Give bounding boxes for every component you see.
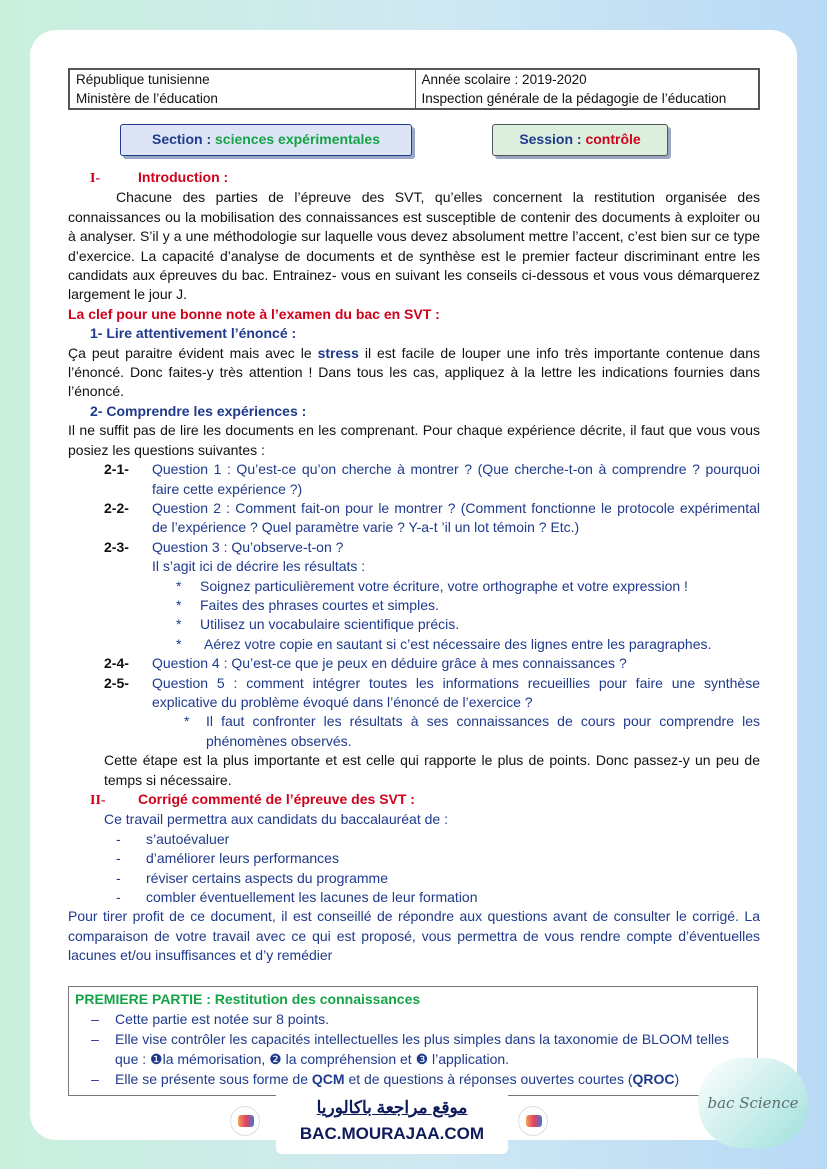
stress-word: stress	[317, 344, 359, 361]
header-table	[68, 68, 760, 110]
bullet-text: Aérez votre copie en sautant si c’est nécessaire des lignes entre les paragraphes.	[204, 635, 712, 652]
bullet-item	[176, 615, 760, 634]
question-item	[68, 674, 760, 713]
box-text-a: Elle se présente sous forme de	[115, 1070, 312, 1087]
section2-heading: 2- Comprendre les expériences :	[90, 402, 307, 419]
section1-text-a: Ça peut paraitre évident mais avec le	[68, 344, 318, 361]
question-number: 2-5-	[104, 674, 129, 691]
box-row	[75, 1069, 751, 1089]
dash-item	[116, 849, 760, 868]
dash-text: combler éventuellement les lacunes de leur formation	[146, 889, 478, 906]
header-right-cell	[415, 69, 759, 109]
question-item	[68, 460, 760, 499]
question-number: 2-3-	[104, 538, 129, 555]
question-item	[68, 654, 760, 673]
part2-title: Corrigé commenté de l’épreuve des SVT :	[138, 791, 415, 807]
star-marker: *	[184, 713, 190, 730]
bullet-item	[176, 635, 760, 654]
dash-marker: -	[116, 850, 121, 867]
question-text: Question 4 : Qu’est-ce que je peux en déduire grâce à mes connaissances ?	[152, 655, 627, 672]
dash-item	[116, 888, 760, 907]
intro-paragraph: Chacune des parties de l’épreuve des SVT, qu’elles concernent la restitution organisée des connaissances ou la mobilisation des connaissances est susceptible de contenir des documents à exploiter ou à analyser. S’il y a une méthodologie sur laquelle vous devez absolument mettre l’accent, c’est bien sur ce type d’exercice. La capacité d’analyse de documents et de synthèse est le premier facteur discriminant entre les candidats aux épreuves du bac. Entrainez- vous en suivant les conseils ci-dessous et vous vous démarquerez largement le jour J.	[68, 189, 760, 303]
question-text: Question 2 : Comment fait-on pour le montrer ? (Comment fonctionne le protocole expérimental de l’expérience ? Quel paramètre varie ? Y-a-t ’il un lot témoin ? Etc.)	[152, 499, 760, 536]
step-paragraph: Cette étape est la plus importante et est celle qui rapporte le plus de points. Donc passez-y un peu de temps si nécessaire.	[104, 752, 760, 788]
box-dash: –	[91, 1010, 99, 1027]
intro-title: Introduction :	[138, 169, 229, 185]
part2-heading	[90, 790, 760, 810]
dash-text: s’autoévaluer	[146, 830, 230, 847]
closing-paragraph: Pour tirer profit de ce document, il est conseillé de répondre aux questions avant de consulter le corrigé. La comparaison de votre travail avec ce qui est proposé, vous permettra de vous rendre compte d’éventuelles lacunes et/ou insuffisances et d’y remédier	[68, 908, 760, 964]
question-text: Question 3 : Qu’observe-t-on ?	[152, 538, 344, 555]
qroc-word: QROC	[632, 1070, 675, 1087]
key-title: La clef pour une bonne note à l’examen du bac en SVT :	[68, 305, 440, 322]
bullet-text: Il faut confronter les résultats à ses connaissances de cours pour comprendre les phénomènes observés.	[206, 713, 760, 749]
question-item	[68, 499, 760, 538]
bullet-item	[184, 712, 760, 751]
bullet-text: Soignez particulièrement votre écriture, votre orthographe et votre expression !	[200, 577, 688, 594]
question-number: 2-4-	[104, 655, 129, 672]
dash-item	[116, 869, 760, 888]
session-value: contrôle	[585, 131, 641, 147]
star-marker: *	[176, 616, 182, 633]
section-value: sciences expérimentales	[215, 131, 380, 147]
header-inspection: Inspection générale de la pédagogie de l’éducation	[421, 91, 727, 106]
site-url[interactable]: BAC.MOURAJAA.COM	[299, 1124, 485, 1143]
site-logo-icon	[518, 1106, 548, 1136]
dash-text: réviser certains aspects du programme	[146, 869, 388, 886]
header-country: République tunisienne	[76, 72, 210, 87]
question-number: 2-1-	[104, 461, 129, 478]
question-item	[68, 538, 760, 557]
section1-paragraph	[68, 344, 760, 402]
dash-marker: -	[116, 889, 121, 906]
document-content	[68, 68, 760, 1096]
document-page	[30, 30, 797, 1140]
box-text: Elle vise contrôler les capacités intellectuelles les plus simples dans la taxonomie de BLOOM telles que : ❶la mémorisation, ❷ la compréhension et ❸ l’application.	[115, 1030, 729, 1067]
section-label: Section :	[151, 131, 212, 147]
box-text-c: et de questions à réponses ouvertes courtes (	[344, 1070, 633, 1087]
dash-marker: -	[116, 869, 121, 886]
bac-science-logo: bac Science	[698, 1058, 808, 1148]
section2-paragraph: Il ne suffit pas de lire les documents en les comprenant. Pour chaque expérience décrite, il faut que vous vous posiez les questions suivantes :	[68, 422, 760, 458]
header-ministry: Ministère de l’éducation	[76, 91, 218, 106]
bullet-text: Faites des phrases courtes et simples.	[200, 596, 439, 613]
question-number: 2-2-	[104, 499, 129, 516]
qcm-word: QCM	[311, 1070, 345, 1087]
session-badge	[492, 124, 668, 156]
star-marker: *	[176, 635, 182, 652]
section1-heading: 1- Lire attentivement l’énoncé :	[90, 325, 297, 342]
intro-number: I-	[90, 171, 101, 186]
first-part-box	[68, 986, 758, 1096]
box-row	[75, 1029, 751, 1069]
site-arabic-name: موقع مراجعة باكالوريا	[316, 1098, 468, 1117]
site-logo-icon	[230, 1106, 260, 1136]
dash-item	[116, 830, 760, 849]
section1-text-b: il est facile de louper une info très importante contenue dans l’énoncé. Donc faites-y très attention ! Dans tous les cas, appliquez à la lettre les indications fournies dans l’énoncé.	[68, 344, 760, 400]
bullet-text: Utilisez un vocabulaire scientifique précis.	[200, 616, 460, 633]
section-badge	[120, 124, 412, 156]
header-year: Année scolaire : 2019-2020	[421, 72, 587, 87]
bullet-item	[176, 596, 760, 615]
bullet-item	[176, 577, 760, 596]
question-text: Question 5 : comment intégrer toutes les informations recueillies pour faire une synthèse explicative du problème évoqué dans l’énoncé de l’exercice ?	[152, 674, 760, 710]
box-text-e: )	[674, 1070, 680, 1087]
session-label: Session :	[519, 131, 582, 147]
dash-text: d’améliorer leurs performances	[146, 850, 339, 867]
dash-marker: -	[116, 830, 121, 847]
header-left-cell	[69, 69, 415, 109]
star-marker: *	[176, 596, 182, 613]
box-dash: –	[91, 1070, 99, 1087]
part2-number: II-	[90, 793, 106, 808]
box-row	[75, 1009, 751, 1029]
box-text	[115, 1069, 679, 1089]
intro-heading	[90, 168, 760, 188]
question-text: Question 1 : Qu’est-ce qu’on cherche à montrer ? (Que cherche-t-on à comprendre ? pourquoi faire cette expérience ?)	[152, 461, 760, 497]
star-marker: *	[176, 577, 182, 594]
part2-intro: Ce travail permettra aux candidats du baccalauréat de :	[104, 811, 448, 828]
site-banner[interactable]	[276, 1088, 508, 1154]
box-text: Cette partie est notée sur 8 points.	[115, 1010, 330, 1027]
box-dash: –	[91, 1030, 99, 1047]
question3-sub: Il s’agit ici de décrire les résultats :	[152, 558, 366, 575]
box-title: PREMIERE PARTIE : Restitution des connaissances	[75, 990, 421, 1007]
badges-row	[68, 118, 760, 168]
